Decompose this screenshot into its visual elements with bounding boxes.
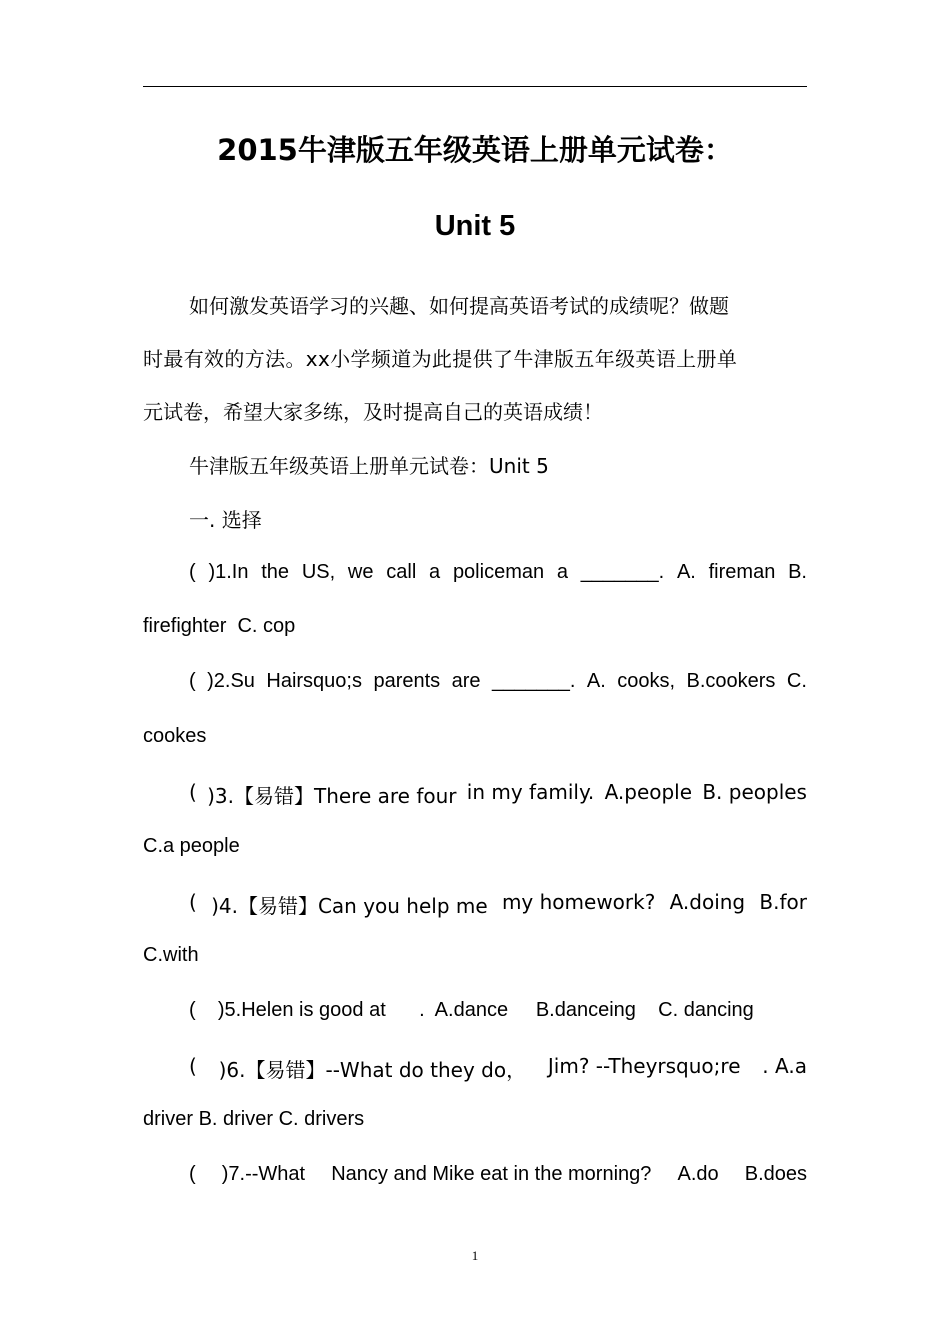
question-4-continued: C.with: [143, 944, 199, 966]
intro-paragraph-line-3: 元试卷，希望大家多练，及时提高自己的英语成绩！: [143, 400, 603, 424]
q7-part: B.does: [744, 1163, 807, 1185]
q3-part: in my family.: [466, 780, 595, 804]
q1-part: )1.In: [208, 561, 249, 583]
q3-part: B. peoples: [702, 780, 807, 804]
question-1: [189, 561, 807, 584]
q1-part: a: [556, 561, 568, 583]
question-5: ( )5.Helen is good at . A.dance B.danceing C. dancing: [189, 999, 754, 1021]
q2-part: )2.Su: [207, 670, 255, 692]
q4-part: my homework?: [501, 890, 656, 914]
q2-part: A.: [586, 670, 606, 692]
q6-part: . A.a: [762, 1054, 807, 1078]
q6-part: (: [189, 1054, 197, 1078]
q1-part: a: [429, 561, 441, 583]
question-3: [189, 780, 807, 809]
q2-part: Hairsquo;s: [266, 670, 362, 692]
q3-part: )3.【易错】There are four: [207, 784, 457, 808]
q2-part: parents: [373, 670, 441, 692]
q6-part: )6.【易错】--What do they do，: [218, 1058, 527, 1082]
q7-part: (: [189, 1163, 196, 1185]
q7-part: Nancy and Mike eat in the morning?: [331, 1163, 652, 1185]
q7-part: A.do: [677, 1163, 719, 1185]
q4-part: A.doing: [669, 890, 746, 914]
q2-part: (: [189, 670, 196, 692]
q3-part: (: [189, 780, 197, 804]
q1-part: we: [347, 561, 374, 583]
q1-part: (: [189, 561, 196, 583]
document-title-unit: Unit 5: [434, 210, 516, 242]
q7-part: )7.--What: [221, 1163, 306, 1185]
question-7: [189, 1163, 807, 1186]
q3-part: A.people: [604, 780, 693, 804]
section-heading: 一. 选择: [189, 508, 262, 532]
question-2-continued: cookes: [143, 725, 207, 747]
intro-paragraph-line-1: 如何激发英语学习的兴趣、如何提高英语考试的成绩呢？做题: [189, 294, 729, 318]
document-title: 2015牛津版五年级英语上册单元试卷：: [217, 133, 733, 167]
q4-part: (: [189, 890, 197, 914]
page-number: 1: [471, 1248, 479, 1263]
q1-part: fireman: [708, 561, 776, 583]
question-3-continued: C.a people: [143, 835, 240, 857]
q1-part: policeman: [452, 561, 545, 583]
q2-part: are: [451, 670, 481, 692]
q1-part: A.: [676, 561, 696, 583]
question-2: [189, 670, 807, 693]
subtitle: 牛津版五年级英语上册单元试卷：Unit 5: [189, 454, 549, 478]
q1-part: B.: [788, 561, 807, 583]
q2-part: cooks,: [617, 670, 676, 692]
q1-part: US,: [301, 561, 336, 583]
header-rule: [143, 86, 807, 87]
question-4: [189, 890, 807, 919]
intro-paragraph-line-2: 时最有效的方法。xx小学频道为此提供了牛津版五年级英语上册单: [143, 347, 738, 371]
q6-part: Jim? --Theyrsquo;re: [547, 1054, 741, 1078]
q2-part: _______.: [491, 670, 576, 692]
q1-part: call: [386, 561, 417, 583]
q2-part: C.: [786, 670, 807, 692]
question-1-continued: firefighter C. cop: [143, 615, 296, 637]
q4-part: B.for: [759, 890, 807, 914]
q4-part: )4.【易错】Can you help me: [211, 894, 488, 918]
question-6: [189, 1054, 807, 1083]
q1-part: _______.: [580, 561, 665, 583]
q1-part: the: [261, 561, 290, 583]
q2-part: B.cookers: [686, 670, 776, 692]
question-6-continued: driver B. driver C. drivers: [143, 1108, 365, 1130]
